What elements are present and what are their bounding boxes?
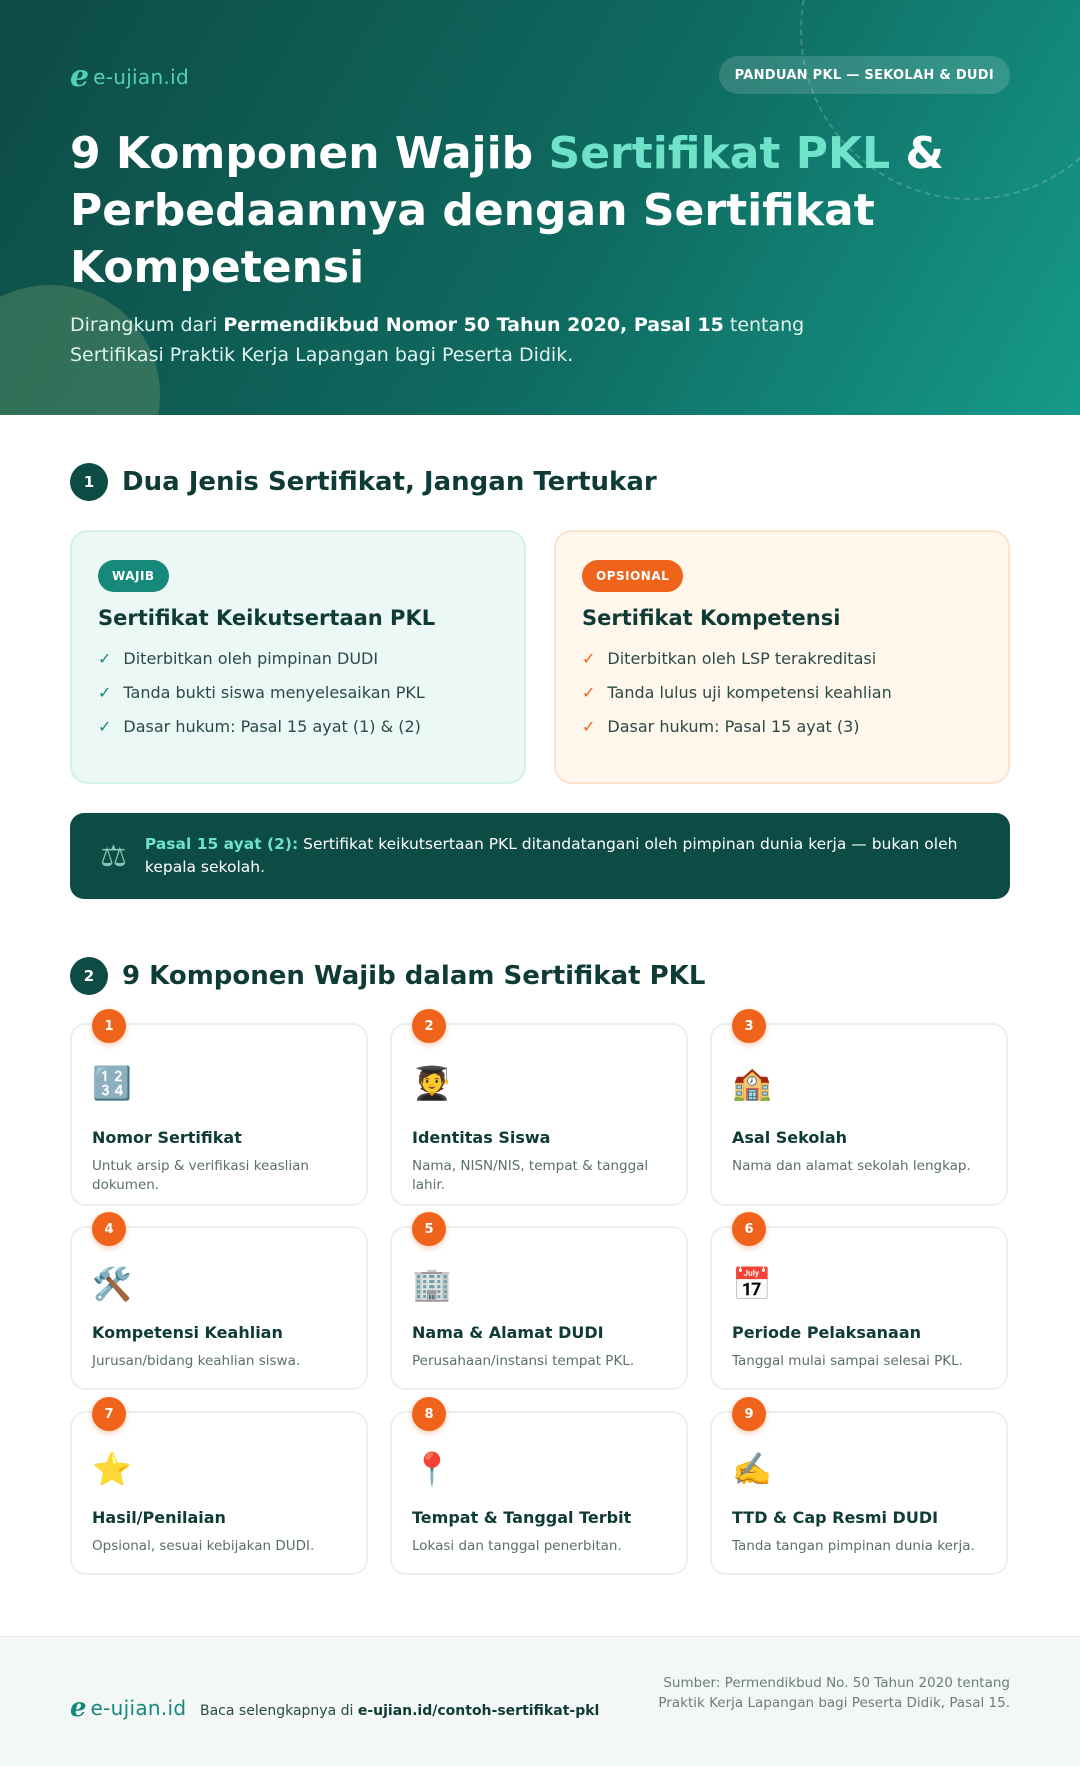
component-number: 4 <box>92 1212 126 1246</box>
check-icon: ✓ <box>582 649 596 668</box>
brand-logo[interactable] <box>70 59 189 94</box>
component-number: 9 <box>732 1397 766 1431</box>
subtitle-pre: Dirangkum dari <box>70 314 224 336</box>
page-title <box>70 125 970 296</box>
list-item <box>98 710 498 744</box>
component-desc: Tanggal mulai sampai selesai PKL. <box>732 1353 963 1369</box>
component-card-nomor-sertifikat <box>70 1018 368 1206</box>
title-accent: Sertifikat PKL <box>548 128 891 179</box>
tools-icon: 🛠️ <box>92 1265 132 1303</box>
check-icon: ✓ <box>98 649 112 668</box>
list-item <box>582 676 982 710</box>
component-card-tempat-tanggal-terbit <box>390 1406 688 1575</box>
section-number: 2 <box>70 957 108 995</box>
note-body: Sertifikat keikutsertaan PKL ditandatangani oleh pimpinan dunia kerja — bukan oleh kepala sekolah. <box>144 835 958 876</box>
check-icon: ✓ <box>582 683 596 702</box>
title-part-2: & Perbedaannya dengan Sertifikat Kompetensi <box>70 128 944 293</box>
component-card-periode-pelaksanaan <box>710 1221 1008 1390</box>
check-icon: ✓ <box>98 683 112 702</box>
cert-card-opsional <box>554 530 1010 784</box>
list-item-text: Dasar hukum: Pasal 15 ayat (3) <box>607 717 860 736</box>
list-item-text: Dasar hukum: Pasal 15 ayat (1) & (2) <box>123 717 421 736</box>
legal-note <box>70 813 1010 899</box>
cert-title: Sertifikat Keikutsertaan PKL <box>98 606 436 630</box>
hero-header <box>0 0 1080 415</box>
component-card-hasil-penilaian <box>70 1406 368 1575</box>
cert-card-wajib <box>70 530 526 784</box>
component-title: Identitas Siswa <box>412 1128 551 1147</box>
component-title: Periode Pelaksanaan <box>732 1323 922 1342</box>
school-icon: 🏫 <box>732 1064 772 1102</box>
component-desc: Nama dan alamat sekolah lengkap. <box>732 1158 971 1174</box>
read-more <box>200 1703 599 1719</box>
section-2-heading <box>70 957 705 995</box>
subtitle-post: tentang Sertifikasi Praktik Kerja Lapangan bagi Peserta Didik. <box>70 314 805 366</box>
badge-wajib: WAJIB <box>98 560 169 592</box>
page-footer <box>0 1636 1080 1766</box>
cert-list <box>582 642 982 744</box>
pin-icon: 📍 <box>412 1450 452 1488</box>
component-title: Nomor Sertifikat <box>92 1128 242 1147</box>
component-number: 3 <box>732 1009 766 1043</box>
component-number: 6 <box>732 1212 766 1246</box>
list-item <box>582 710 982 744</box>
component-desc: Jurusan/bidang keahlian siswa. <box>92 1353 301 1369</box>
scales-icon: ⚖ <box>100 838 127 874</box>
check-icon: ✓ <box>98 717 112 736</box>
component-card-nama-alamat-dudi <box>390 1221 688 1390</box>
read-more-link[interactable]: e-ujian.id/contoh-sertifikat-pkl <box>357 1703 600 1719</box>
calendar-icon: 📅 <box>732 1265 772 1303</box>
list-item-text: Tanda bukti siswa menyelesaikan PKL <box>123 683 425 702</box>
logo-text: e-ujian.id <box>93 65 189 89</box>
component-title: TTD & Cap Resmi DUDI <box>732 1508 939 1527</box>
component-number: 2 <box>412 1009 446 1043</box>
component-number: 1 <box>92 1009 126 1043</box>
logo-text: e-ujian.id <box>90 1696 187 1720</box>
section-title: 9 Komponen Wajib dalam Sertifikat PKL <box>122 961 706 991</box>
component-card-identitas-siswa <box>390 1018 688 1206</box>
component-card-asal-sekolah <box>710 1018 1008 1206</box>
list-item-text: Diterbitkan oleh LSP terakreditasi <box>607 649 877 668</box>
component-desc: Untuk arsip & verifikasi keaslian dokumen. <box>92 1158 309 1193</box>
component-title: Kompetensi Keahlian <box>92 1323 283 1342</box>
note-text <box>145 833 980 879</box>
component-card-kompetensi-keahlian <box>70 1221 368 1390</box>
component-number: 5 <box>412 1212 446 1246</box>
list-item <box>582 642 982 676</box>
office-building-icon: 🏢 <box>412 1265 452 1303</box>
section-title: Dua Jenis Sertifikat, Jangan Tertukar <box>122 467 657 497</box>
cert-list <box>98 642 498 744</box>
component-number: 7 <box>92 1397 126 1431</box>
note-highlight: Pasal 15 ayat (2): <box>144 835 299 853</box>
numbers-icon: 🔢 <box>92 1064 132 1102</box>
component-desc: Perusahaan/instansi tempat PKL. <box>412 1353 635 1369</box>
guide-badge: PANDUAN PKL — SEKOLAH & DUDI <box>719 56 1010 94</box>
component-title: Hasil/Penilaian <box>92 1508 226 1527</box>
component-desc: Lokasi dan tanggal penerbitan. <box>412 1538 622 1554</box>
section-number: 1 <box>70 463 108 501</box>
logo-icon: e <box>70 1693 87 1723</box>
logo-icon: e <box>70 59 90 94</box>
component-desc: Tanda tangan pimpinan dunia kerja. <box>732 1538 975 1554</box>
component-desc: Nama, NISN/NIS, tempat & tanggal lahir. <box>412 1158 649 1193</box>
component-card-ttd-cap <box>710 1406 1008 1575</box>
component-number: 8 <box>412 1397 446 1431</box>
subtitle-bold: Permendikbud Nomor 50 Tahun 2020, Pasal 15 <box>223 314 724 336</box>
student-icon: 🧑‍🎓 <box>412 1064 452 1102</box>
list-item <box>98 676 498 710</box>
star-icon: ⭐ <box>92 1450 132 1488</box>
list-item <box>98 642 498 676</box>
writing-hand-icon: ✍️ <box>732 1450 772 1488</box>
section-1-heading <box>70 463 657 501</box>
component-title: Asal Sekolah <box>732 1128 848 1147</box>
source-note: Sumber: Permendikbud No. 50 Tahun 2020 tentang Praktik Kerja Lapangan bagi Peserta Didik, Pasal 15. <box>658 1675 1010 1711</box>
list-item-text: Tanda lulus uji kompetensi keahlian <box>607 683 892 702</box>
cert-title: Sertifikat Kompetensi <box>582 606 841 630</box>
check-icon: ✓ <box>582 717 596 736</box>
title-part-1: 9 Komponen Wajib <box>70 128 549 179</box>
badge-opsional: OPSIONAL <box>582 560 683 592</box>
component-title: Nama & Alamat DUDI <box>412 1323 604 1342</box>
component-title: Tempat & Tanggal Terbit <box>412 1508 632 1527</box>
read-more-label: Baca selengkapnya di <box>200 1703 358 1719</box>
list-item-text: Diterbitkan oleh pimpinan DUDI <box>123 649 379 668</box>
component-desc: Opsional, sesuai kebijakan DUDI. <box>92 1538 315 1554</box>
footer-logo[interactable] <box>70 1695 186 1721</box>
page-subtitle <box>70 310 810 370</box>
